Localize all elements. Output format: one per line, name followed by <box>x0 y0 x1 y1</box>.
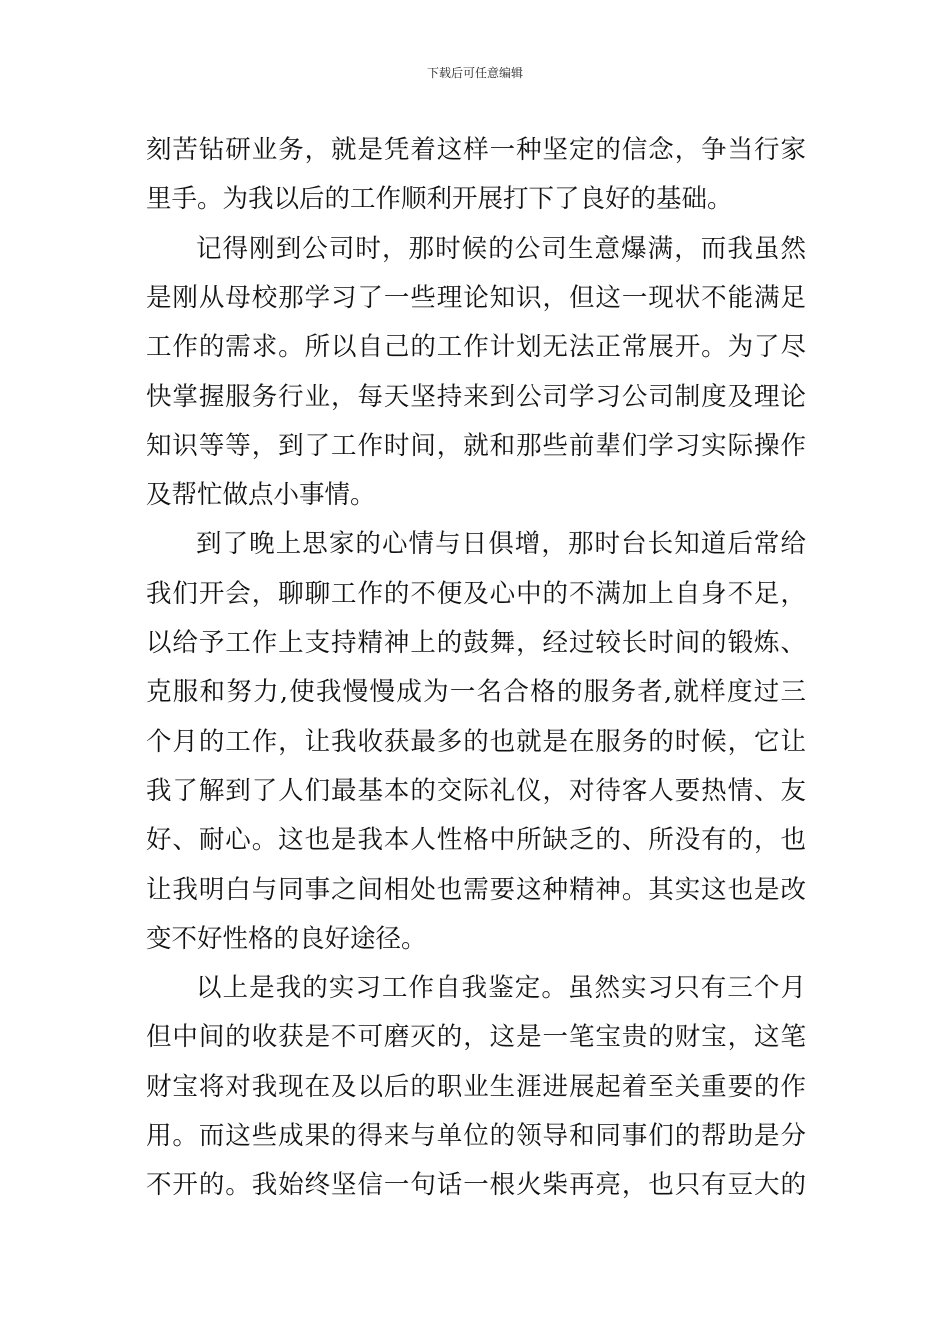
text-line: 不开的。我始终坚信一句话一根火柴再亮，也只有豆大的 <box>146 1170 806 1201</box>
text-line: 以上是我的实习工作自我鉴定。虽然实习只有三个月 <box>196 973 806 1004</box>
text-line: 知识等等，到了工作时间，就和那些前辈们学习实际操作 <box>146 430 806 461</box>
text-line: 用。而这些成果的得来与单位的领导和同事们的帮助是分 <box>146 1121 806 1151</box>
text-line: 个月的工作，让我收获最多的也就是在服务的时候，它让 <box>146 726 806 757</box>
text-line: 变不好性格的良好途径。 <box>146 923 427 954</box>
text-line: 好、耐心。这也是我本人性格中所缺乏的、所没有的，也 <box>146 825 806 856</box>
text-line: 克服和努力,使我慢慢成为一名合格的服务者,就样度过三 <box>146 677 806 708</box>
text-line: 及帮忙做点小事情。 <box>146 480 376 511</box>
text-line: 我们开会，聊聊工作的不便及心中的不满加上自身不足， <box>146 578 806 609</box>
text-line: 刻苦钻研业务，就是凭着这样一种坚定的信念，争当行家 <box>146 135 806 165</box>
text-line: 以给予工作上支持精神上的鼓舞，经过较长时间的锻炼、 <box>146 628 806 658</box>
text-line: 是刚从母校那学习了一些理论知识，但这一现状不能满足 <box>146 282 806 313</box>
text-line: 快掌握服务行业，每天坚持来到公司学习公司制度及理论 <box>146 381 806 412</box>
text-line: 我了解到了人们最基本的交际礼仪，对待客人要热情、友 <box>146 775 806 806</box>
text-line: 但中间的收获是不可磨灭的，这是一笔宝贵的财宝，这笔 <box>146 1022 806 1053</box>
text-line: 到了晚上思家的心情与日俱增，那时台长知道后常给 <box>196 529 806 560</box>
text-line: 财宝将对我现在及以后的职业生涯进展起着至关重要的作 <box>146 1071 806 1102</box>
text-line: 让我明白与同事之间相处也需要这种精神。其实这也是改 <box>146 874 806 905</box>
text-line: 记得刚到公司时，那时候的公司生意爆满，而我虽然 <box>196 233 806 264</box>
text-line: 里手。为我以后的工作顺利开展打下了良好的基础。 <box>146 184 733 215</box>
text-line: 工作的需求。所以自己的工作计划无法正常展开。为了尽 <box>146 332 806 363</box>
page-header: 下载后可任意编辑 <box>426 66 523 80</box>
